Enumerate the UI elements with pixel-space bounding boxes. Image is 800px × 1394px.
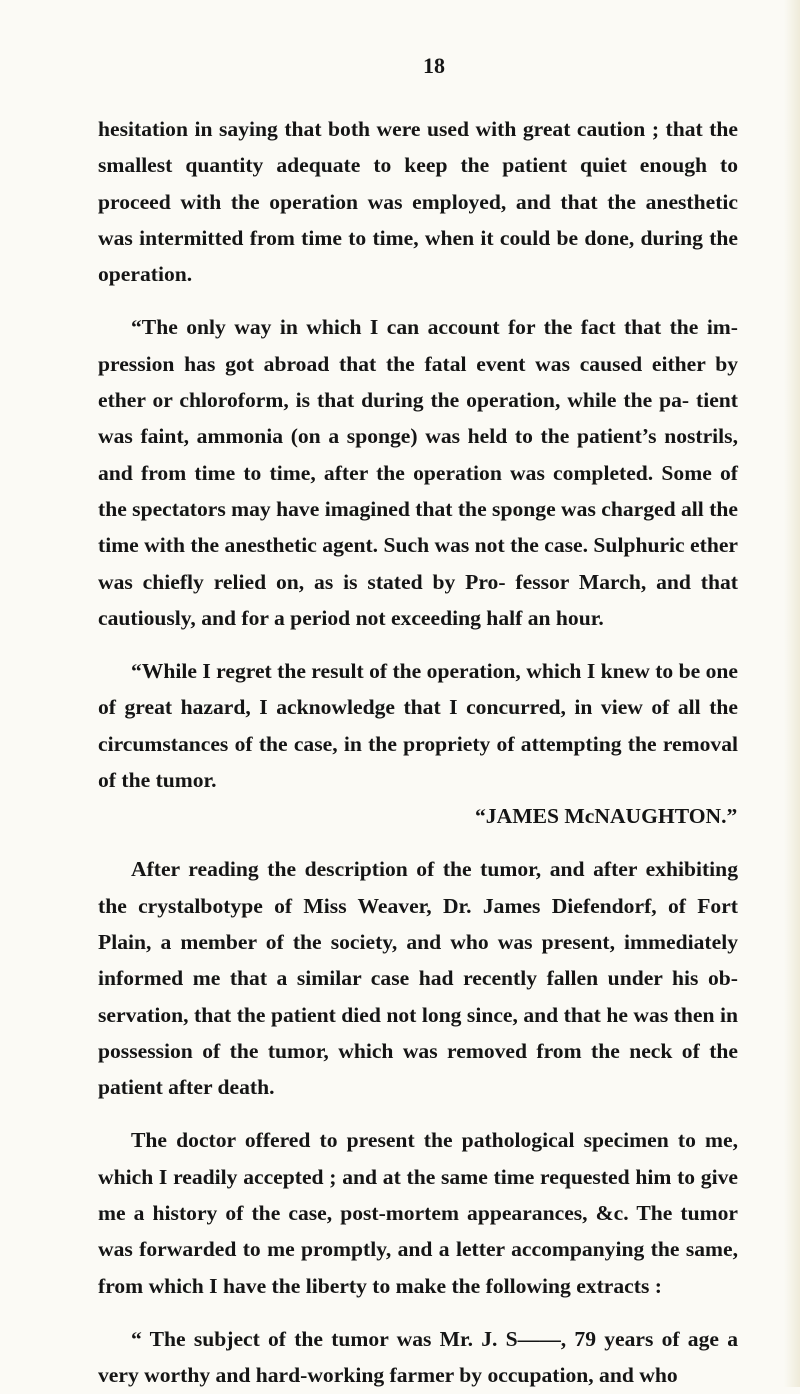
paragraph-gap [98, 292, 738, 309]
paragraph-gap [98, 636, 738, 653]
page-edge-shadow [784, 0, 800, 1387]
paragraph-after-reading: After reading the description of the tumor, and after exhibiting the crystalbotype of Miss Weaver, Dr. James Diefendorf, of Fort Plain, a member of the society, and who was present, immediately informed me that a similar case had recently fallen under his ob- servation, that the patient died not long since, and that he was then in possession of the tumor, which was removed from the neck of the patient after death. [98, 857, 738, 1100]
paragraph-gap [98, 834, 738, 851]
paragraph-subject-of-tumor: “ The subject of the tumor was Mr. J. S——, 79 years of age a very worthy and hard-working farmer by occupation, and who [98, 1326, 738, 1388]
paragraph-while-i-regret: “While I regret the result of the operation, which I knew to be one of great hazard, I acknowledge that I concurred, in view of all the circumstances of the case, in the propriety of attempting the removal of the tumor. [98, 659, 738, 793]
paragraph-hesitation: hesitation in saying that both were used with great caution ; that the smallest quantity adequate to keep the patient quiet enough to proceed with the operation was employed, and that the anesthetic was intermitted from time to time, when it could be done, during the operation. [98, 117, 738, 287]
paragraph-gap [98, 1304, 738, 1321]
paragraph-only-way: “The only way in which I can account for the fact that the im- pression has got abroad that the fatal event was caused either by ether or chloroform, is that during the operation, while the pa- tient was faint, ammonia (on a sponge) was held to the patient’s nostrils, and from time to time, after the operation was completed. Some of the spectators may have imagined that the sponge was charged all the time with the anesthetic agent. Such was not the case. Sulphuric ether was chiefly relied on, as is stated by Pro- fessor March, and that cautiously, and for a period not exceeding half an hour. [98, 315, 738, 630]
page-number: 18 [423, 53, 445, 78]
paragraph-gap [98, 1105, 738, 1122]
paragraph-doctor-offered: The doctor offered to present the pathological specimen to me, which I readily accepted ; and at the same time requested him to give me a history of the case, post-mortem appearances, &c. The tumor was forwarded to me promptly, and a letter accompanying the same, from which I have the liberty to make the following extracts : [98, 1128, 738, 1298]
signature-james-mcnaughton: “JAMES McNAUGHTON.” [475, 804, 738, 829]
